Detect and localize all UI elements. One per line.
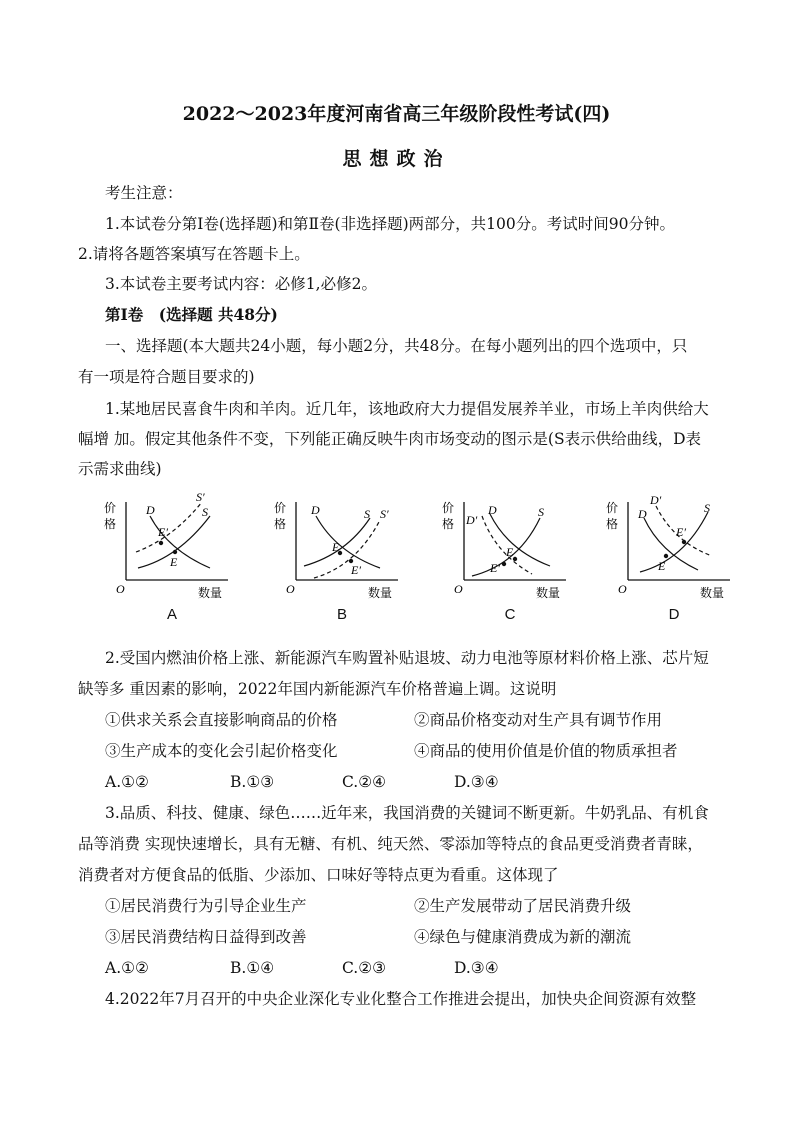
- question-3-statement-4: ④绿色与健康消费成为新的潮流: [414, 928, 632, 946]
- section-instructions-2: 有一项是符合题目要求的): [78, 368, 255, 386]
- graph-b-label: B: [336, 606, 347, 623]
- graph-c-label: C: [504, 606, 516, 623]
- svg-text:E′: E′: [490, 561, 500, 575]
- graph-d: [600, 490, 748, 630]
- svg-text:S′: S′: [380, 507, 389, 521]
- question-2-statement-1: ①供求关系会直接影响商品的价格: [105, 711, 338, 729]
- origin-label: O: [116, 582, 125, 596]
- question-2-option-a: A.①②: [105, 773, 149, 791]
- question-3-option-b: B.①④: [230, 959, 275, 977]
- question-1-line-2: 幅增 加。假定其他条件不变，下列能正确反映牛肉市场变动的图示是(S表示供给曲线，D表: [78, 430, 702, 448]
- question-2-option-d: D.③④: [454, 773, 499, 791]
- subject-title: 思想政治: [342, 148, 451, 170]
- svg-text:S: S: [704, 501, 710, 515]
- graph-b: [268, 490, 416, 630]
- graph-c: [436, 490, 584, 630]
- section-title: 第Ⅰ卷 (选择题 共48分): [105, 305, 278, 324]
- question-3-line-2: 品等消费 实现快速增长，具有无糖、有机、纯天然、零添加等特点的食品更受消费者青睐，: [78, 835, 703, 853]
- x-axis-label: 数量: [198, 586, 223, 600]
- section-instructions-1: 一、选择题(本大题共24小题，每小题2分，共48分。在每小题列出的四个选项中，只: [105, 337, 688, 355]
- svg-text:S′: S′: [196, 490, 205, 504]
- question-4-line-1: 4.2022年7月召开的中央企业深化专业化整合工作推进会提出，加快央企间资源有效整: [105, 990, 697, 1008]
- question-1-graphs: [98, 490, 725, 630]
- question-1-line-1: 1.某地居民喜食牛肉和羊肉。近几年，该地政府大力提倡发展养羊业，市场上羊肉供给大: [105, 400, 709, 418]
- svg-text:格: 格: [606, 517, 619, 531]
- y-axis-label-1: 价: [104, 501, 117, 515]
- svg-text:D: D: [311, 503, 320, 517]
- svg-text:E: E: [332, 540, 340, 554]
- question-2-statement-4: ④商品的使用价值是价值的物质承担者: [414, 742, 678, 760]
- notice-item-1: 1.本试卷分第Ⅰ卷(选择题)和第Ⅱ卷(非选择题)两部分，共100分。考试时间90分钟。: [105, 215, 675, 233]
- svg-text:S: S: [538, 505, 544, 519]
- svg-text:S: S: [202, 505, 208, 519]
- svg-text:数量: 数量: [700, 586, 725, 600]
- question-3-statement-3: ③居民消费结构日益得到改善: [105, 928, 307, 946]
- demand-curve: [490, 514, 550, 566]
- question-3-statement-2: ②生产发展带动了居民消费升级: [414, 897, 632, 915]
- svg-text:D′: D′: [650, 493, 662, 507]
- notice-heading: 考生注意：: [105, 184, 183, 202]
- notice-item-3: 3.本试卷主要考试内容：必修1,必修2。: [105, 275, 377, 293]
- svg-text:E: E: [658, 559, 666, 573]
- svg-text:价: 价: [606, 501, 619, 515]
- question-2-option-c: C.②④: [342, 773, 387, 791]
- svg-text:D′: D′: [466, 513, 478, 527]
- svg-text:D: D: [638, 507, 647, 521]
- svg-text:S: S: [364, 507, 370, 521]
- svg-text:E′: E′: [351, 563, 361, 577]
- graph-a: [98, 490, 246, 630]
- svg-text:价: 价: [274, 501, 287, 515]
- svg-text:数量: 数量: [536, 586, 561, 600]
- y-axis-label-2: 格: [104, 517, 117, 531]
- question-2-line-2: 缺等多 重因素的影响，2022年国内新能源汽车价格普遍上调。这说明: [78, 680, 557, 698]
- question-2-statement-3: ③生产成本的变化会引起价格变化: [105, 742, 338, 760]
- graph-d-label: D: [668, 606, 680, 623]
- svg-text:D: D: [488, 503, 497, 517]
- question-2-statement-2: ②商品价格变动对生产具有调节作用: [414, 711, 663, 729]
- question-3-option-c: C.②③: [342, 959, 387, 977]
- svg-text:价: 价: [442, 501, 455, 515]
- question-2-line-1: 2.受国内燃油价格上涨、新能源汽车购置补贴退坡、动力电池等原材料价格上涨、芯片短: [105, 649, 709, 667]
- svg-text:E′: E′: [676, 525, 686, 539]
- svg-text:格: 格: [442, 517, 455, 531]
- notice-item-2: 2.请将各题答案填写在答题卡上。: [78, 245, 310, 263]
- demand-curve: [644, 518, 698, 570]
- svg-text:E: E: [170, 555, 178, 569]
- question-3-line-3: 消费者对方便食品的低脂、少添加、口味好等特点更为看重。这体现了: [78, 866, 559, 884]
- question-1-line-3: 示需求曲线): [78, 460, 162, 478]
- exam-title: 2022～2023年度河南省高三年级阶段性考试(四): [182, 103, 611, 125]
- svg-text:格: 格: [274, 517, 287, 531]
- svg-text:O: O: [454, 582, 463, 596]
- svg-text:O: O: [286, 582, 295, 596]
- question-3-line-1: 3.品质、科技、健康、绿色……近年来，我国消费的关键词不断更新。牛奶乳品、有机食: [105, 804, 709, 822]
- svg-text:E′: E′: [158, 525, 168, 539]
- supply-curve: [640, 512, 708, 572]
- question-3-statement-1: ①居民消费行为引导企业生产: [105, 897, 307, 915]
- svg-text:O: O: [618, 582, 627, 596]
- svg-text:数量: 数量: [368, 586, 393, 600]
- question-3-option-a: A.①②: [105, 959, 149, 977]
- question-3-option-d: D.③④: [454, 959, 499, 977]
- svg-text:D: D: [146, 503, 155, 517]
- svg-text:E: E: [506, 545, 514, 559]
- graph-a-label: A: [166, 606, 177, 623]
- question-2-option-b: B.①③: [230, 773, 275, 791]
